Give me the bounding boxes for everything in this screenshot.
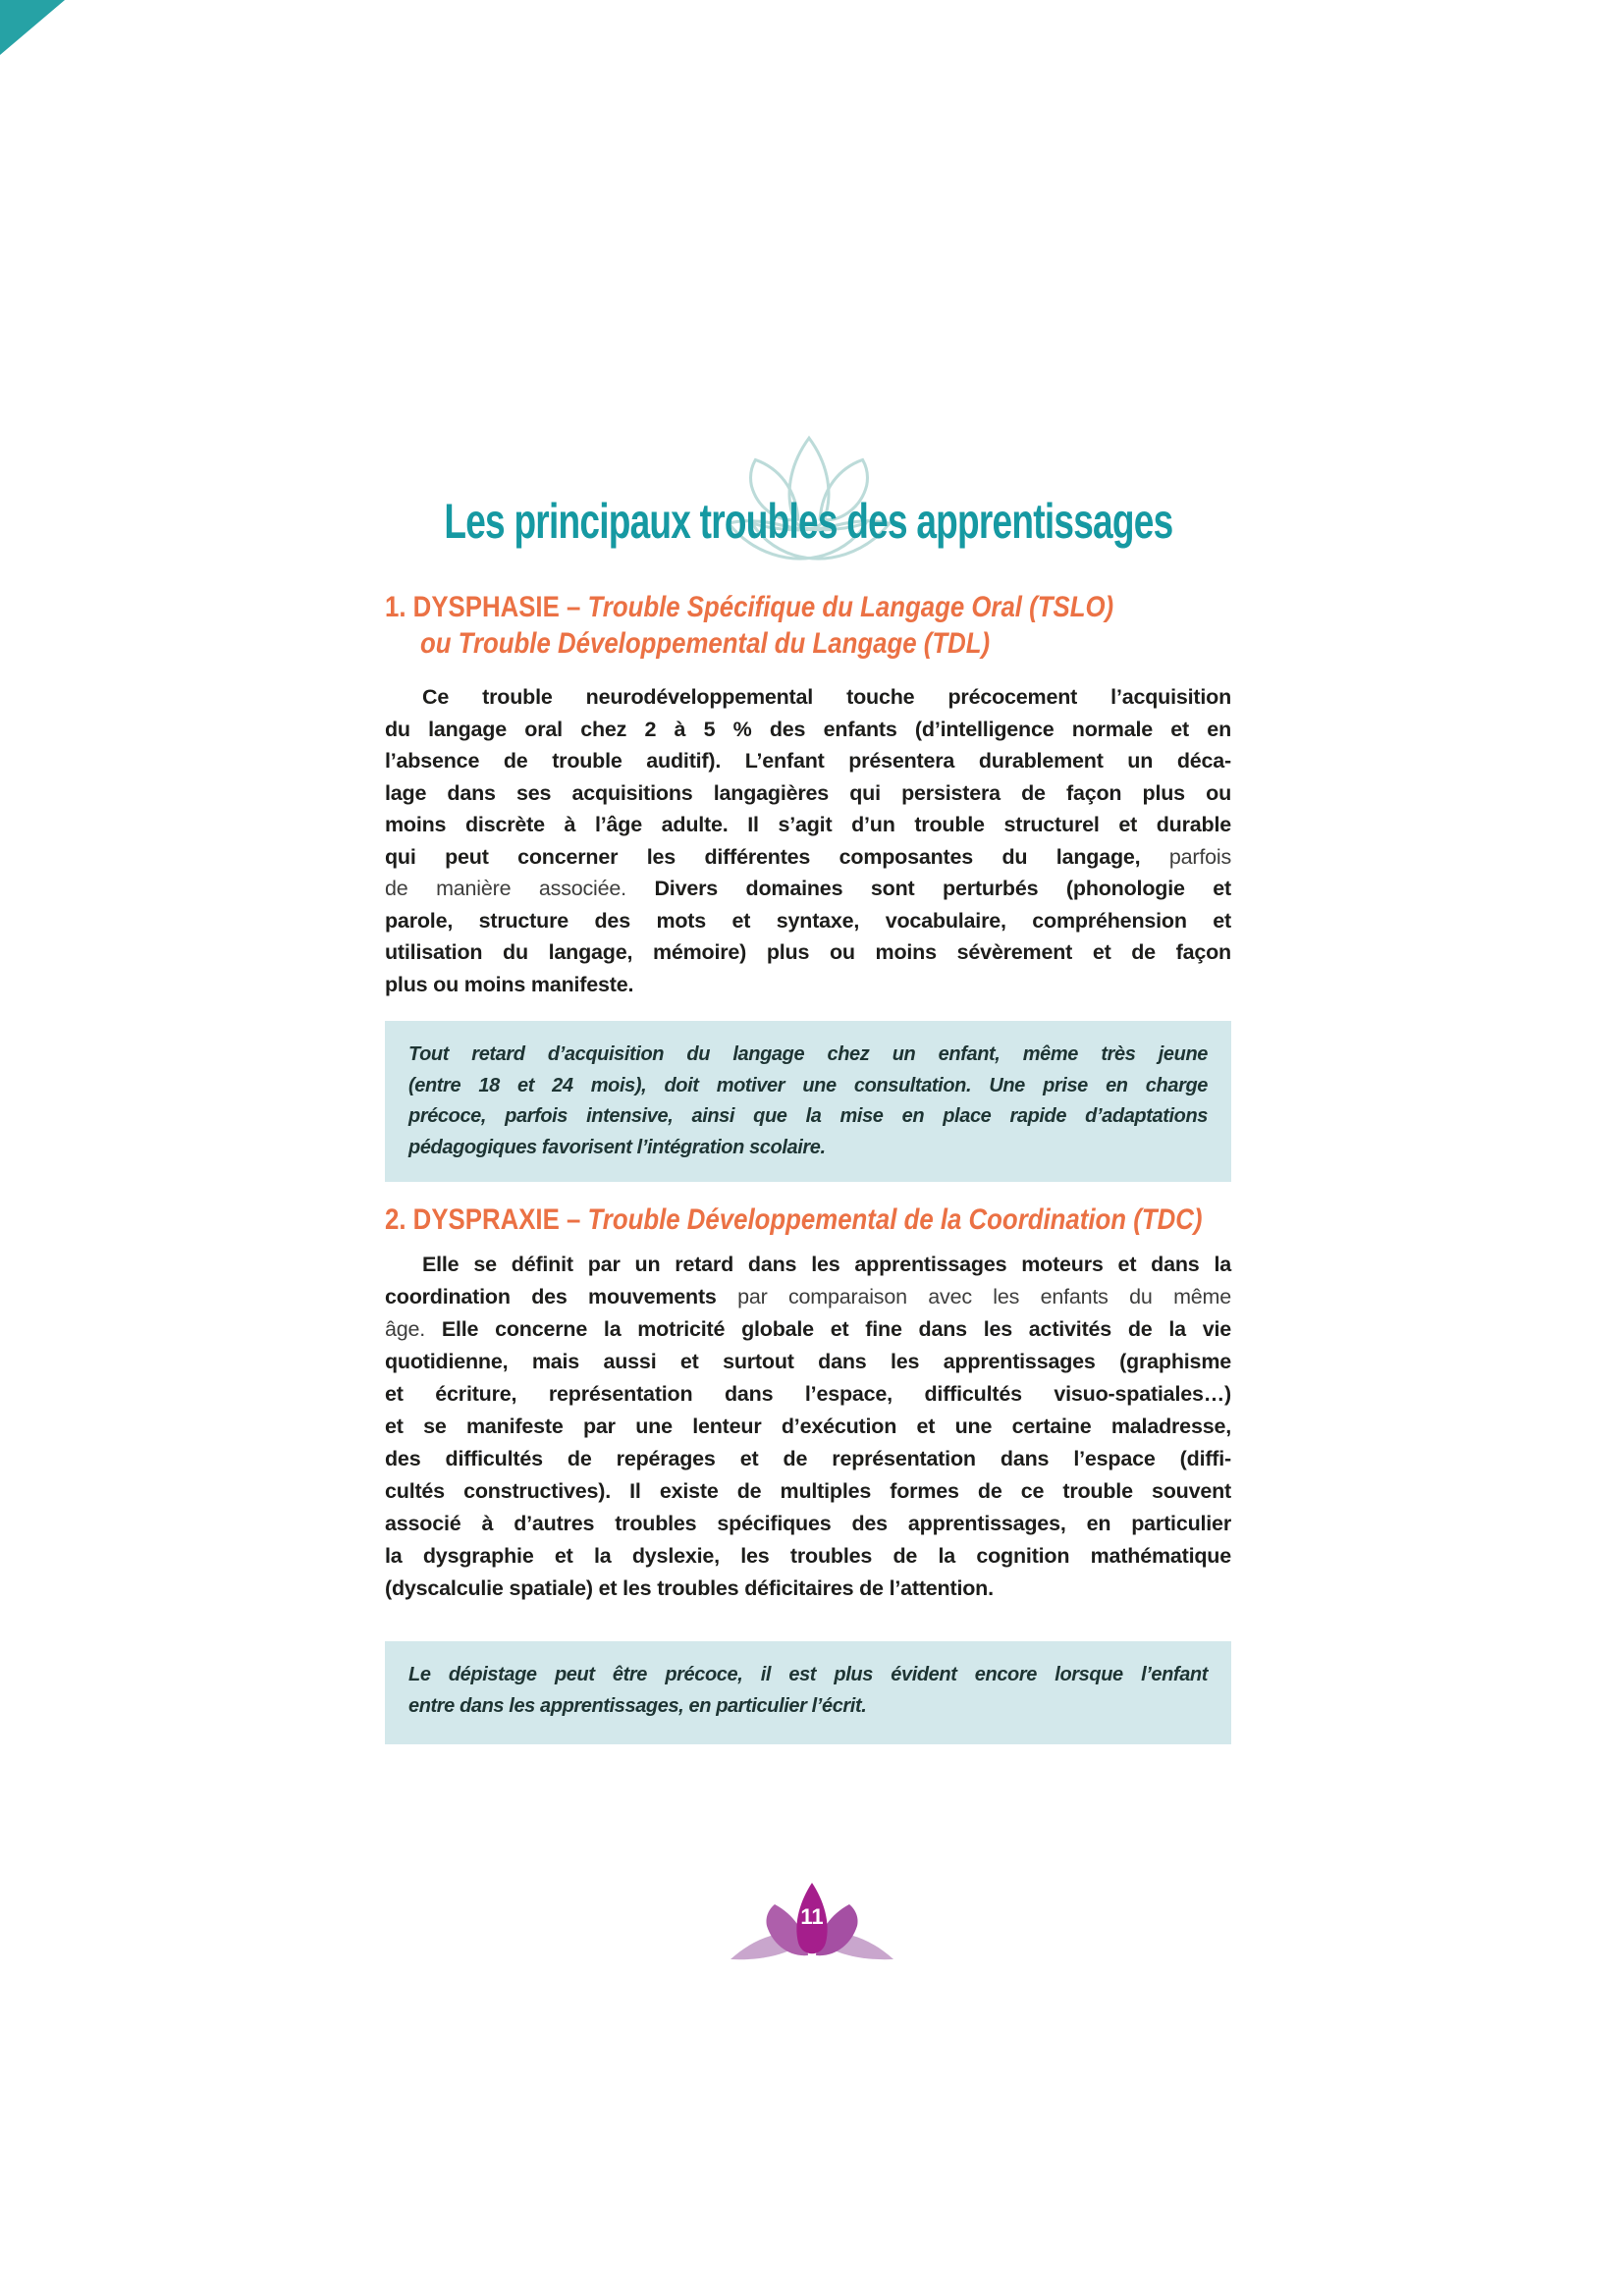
heading-separator: – [559,591,588,623]
text-segment: et écriture, représentation dans l’espace, difficultés visuo-spatiales…) [385,1382,1231,1406]
text-segment: associé à d’autres troubles spécifiques des apprentissages, en particulier [385,1512,1231,1535]
text-segment: la dysgraphie et la dyslexie, les troubles de la cognition mathématique [385,1544,1231,1568]
text-line [408,1071,1208,1102]
text-line [385,681,1231,714]
text-segment: lage dans ses acquisitions langagières qui persistera de façon plus ou [385,780,1231,805]
text-line [385,969,1231,1001]
text-segment: (dyscalculie spatiale) et les troubles déficitaires de l’attention. [385,1576,994,1600]
text-line [385,745,1231,777]
text-line [408,1660,1208,1691]
text-line [385,1540,1231,1573]
section-2-paragraph [385,1249,1231,1605]
text-line [385,714,1231,746]
section-1-title-italic: Trouble Spécifique du Langage Oral (TSLO) [587,591,1114,623]
text-line [408,1691,1208,1723]
section-2-number: 2. DYSPRAXIE [385,1203,560,1236]
text-segment: (entre 18 et 24 mois), doit motiver une consultation. Une prise en charge [408,1074,1208,1096]
text-line [385,1313,1231,1346]
text-segment: de manière associée. [385,877,626,900]
text-segment: utilisation du langage, mémoire) plus ou moins sévèrement et de façon [385,940,1231,964]
heading-separator: – [559,1203,588,1236]
text-segment: Ce trouble neurodéveloppemental touche précocement l’acquisition [422,685,1231,709]
text-segment: coordination des mouvements [385,1285,717,1308]
text-segment: Elle se définit par un retard dans les apprentissages moteurs et dans la [422,1253,1231,1276]
section-2-callout-box [385,1641,1231,1744]
text-line [385,777,1231,810]
text-line [385,1249,1231,1281]
text-segment: et se manifeste par une lenteur d’exécution et une certaine maladresse, [385,1415,1231,1438]
text-line [408,1101,1208,1133]
section-2-heading-line-1 [385,1201,1203,1238]
text-segment: qui peut concerner les différentes composantes du langage, [385,844,1141,869]
text-segment: des difficultés de repérages et de représentation dans l’espace (diffi- [385,1447,1231,1470]
page-title-row [385,491,1231,552]
text-segment: parfois [1140,844,1232,869]
corner-triangle-decoration [0,0,65,55]
text-line [385,1508,1231,1540]
section-1-paragraph [385,681,1231,1000]
text-segment: plus ou moins manifeste. [385,972,634,996]
page-title: Les principaux troubles des apprentissages [443,494,1173,549]
text-line [408,1133,1208,1164]
text-segment: parole, structure des mots et syntaxe, vocabulaire, compréhension et [385,908,1231,933]
text-segment: Elle concerne la motricité globale et fine dans les activités de la vie [425,1317,1231,1341]
text-segment: Tout retard d’acquisition du langage chez un enfant, même très jeune [408,1043,1208,1065]
text-segment: quotidienne, mais aussi et surtout dans les apprentissages (graphisme [385,1350,1231,1373]
text-segment: par comparaison avec les enfants du même [716,1285,1231,1308]
section-2-title-italic: Trouble Développemental de la Coordination (TDC) [587,1203,1203,1236]
section-1-callout-box [385,1021,1231,1182]
text-line [385,1378,1231,1411]
text-line [385,905,1231,937]
text-line [385,1346,1231,1378]
section-1-subtitle-italic: ou Trouble Développemental du Langage (TDL) [420,627,991,660]
section-1-heading [385,589,1231,662]
text-segment: Le dépistage peut être précoce, il est plus évident encore lorsque l’enfant [408,1664,1208,1685]
text-line [385,1443,1231,1475]
section-2-heading [385,1201,1231,1238]
section-1-number: 1. DYSPHASIE [385,591,560,623]
text-line [385,1573,1231,1605]
text-line [408,1040,1208,1071]
text-line [385,936,1231,969]
text-line [385,873,1231,905]
text-line [385,1281,1231,1313]
text-segment: l’absence de trouble auditif). L’enfant présentera durablement un déca- [385,749,1231,773]
text-segment: cultés constructives). Il existe de multiples formes de ce trouble souvent [385,1479,1231,1503]
text-line [385,809,1231,841]
section-1-heading-line-2 [420,625,1117,662]
section-1-heading-line-1 [385,589,1112,625]
text-segment: entre dans les apprentissages, en particulier l’écrit. [408,1694,867,1717]
text-segment: du langage oral chez 2 à 5 % des enfants (d’intelligence normale et en [385,717,1231,741]
text-line [385,1411,1231,1443]
text-segment: précoce, parfois intensive, ainsi que la mise en place rapide d’adaptations [408,1105,1208,1127]
text-line [385,841,1231,874]
text-segment: âge. [385,1317,426,1341]
text-segment: pédagogiques favorisent l’intégration scolaire. [408,1136,826,1158]
text-line [385,1475,1231,1508]
text-segment: moins discrète à l’âge adulte. Il s’agit d’un trouble structurel et durable [385,813,1231,836]
page-number: 11 [800,1904,824,1929]
text-segment: Divers domaines sont perturbés (phonologie et [625,877,1231,900]
